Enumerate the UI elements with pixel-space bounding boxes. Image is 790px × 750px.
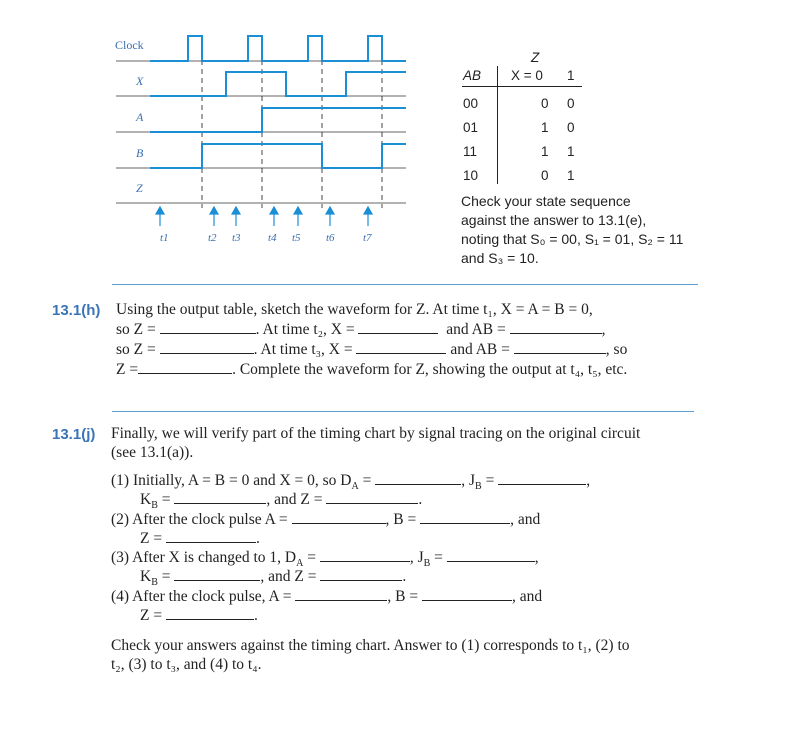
q13-1j-part-3-line-2: $K_B$ = , and Z = . xyxy=(140,568,407,589)
table-row-z1: 0 xyxy=(567,96,575,111)
answer-blank[interactable] xyxy=(447,549,535,562)
table-row-z0: 1 xyxy=(541,120,549,135)
table-row-z1: 0 xyxy=(567,120,575,135)
q13-1j-closing-2: t₂, (3) to t₃, and (4) to t₄. xyxy=(111,656,262,673)
answer-blank[interactable] xyxy=(166,607,254,620)
answer-blank[interactable] xyxy=(292,511,386,524)
q13-1h-line-2: so Z = . At time t₂, X = and AB = , xyxy=(116,321,606,338)
answer-blank[interactable] xyxy=(420,511,510,524)
table-row-ab: 10 xyxy=(463,168,479,183)
time-label-t6: t6 xyxy=(326,232,335,244)
table-col-header: AB xyxy=(463,68,482,83)
q13-1j-part-1-line-2: $K_B$ = , and Z = . xyxy=(140,491,423,512)
note-line: Check your state sequence xyxy=(461,193,631,209)
time-label-t5: t5 xyxy=(292,232,301,244)
time-label-t1: t1 xyxy=(160,232,169,244)
signal-label-x: X xyxy=(136,74,144,88)
note-line: and S₃ = 10. xyxy=(461,250,539,266)
time-arrows xyxy=(156,207,372,226)
a-waveform xyxy=(150,108,406,132)
q13-1h-line-3: so Z = . At time t₃, X = and AB = , so xyxy=(116,341,628,358)
q13-1j-part-3-line-1: (3) After X is changed to 1, $D_A$ = , $J_B$ = , xyxy=(111,549,539,570)
q13-1j-intro-2: (see 13.1(a)). xyxy=(111,444,194,461)
q13-1j-part-4-line-1: (4) After the clock pulse, A = , B = , and xyxy=(111,588,543,605)
answer-blank[interactable] xyxy=(166,530,256,543)
q13-1j-part-4-line-2: Z = . xyxy=(140,607,258,624)
table-row-ab: 11 xyxy=(463,144,478,159)
q13-1h-line-4: Z = . Complete the waveform for Z, showing the output at t₄, t₅, etc. xyxy=(116,361,628,378)
table-row-z1: 1 xyxy=(567,168,575,183)
timing-chart xyxy=(108,30,410,250)
answer-blank[interactable] xyxy=(320,568,402,581)
answer-blank[interactable] xyxy=(514,341,606,354)
time-label-t4: t4 xyxy=(268,232,277,244)
table-row-z0: 0 xyxy=(541,168,549,183)
section-divider xyxy=(112,284,698,285)
table-row-z0: 1 xyxy=(541,144,549,159)
question-number-13-1j: 13.1(j) xyxy=(52,426,96,443)
answer-blank[interactable] xyxy=(422,588,512,601)
table-x0-header: X = 0 xyxy=(511,68,543,83)
table-row-ab: 01 xyxy=(463,120,479,135)
signal-label-a: A xyxy=(136,110,144,124)
answer-blank[interactable] xyxy=(498,472,586,485)
table-x1-header: 1 xyxy=(567,68,575,83)
answer-blank[interactable] xyxy=(326,491,418,504)
answer-blank[interactable] xyxy=(160,321,256,334)
q13-1j-part-2-line-1: (2) After the clock pulse A = , B = , and xyxy=(111,511,541,528)
table-row-z1: 1 xyxy=(567,144,575,159)
table-horizontal-rule xyxy=(462,86,582,87)
b-waveform xyxy=(150,144,406,168)
signal-label-b: B xyxy=(136,146,144,160)
table-row-z0: 0 xyxy=(541,96,549,111)
answer-blank[interactable] xyxy=(356,341,446,354)
answer-blank[interactable] xyxy=(320,549,410,562)
answer-blank[interactable] xyxy=(138,361,232,374)
q13-1j-part-1-line-1: (1) Initially, A = B = 0 and X = 0, so $D_A$ = , $J_B$ = , xyxy=(111,472,591,493)
note-line: against the answer to 13.1(e), xyxy=(461,212,647,228)
signal-label-z: Z xyxy=(136,181,143,195)
state-sequence-note xyxy=(461,192,683,268)
signal-label-clock: Clock xyxy=(115,38,144,52)
clock-edge-markers xyxy=(202,60,382,208)
answer-blank[interactable] xyxy=(174,568,260,581)
q13-1j-closing-1: Check your answers against the timing chart. Answer to (1) corresponds to t₁, (2) to xyxy=(111,637,630,654)
time-label-t2: t2 xyxy=(208,232,217,244)
note-line: noting that S₀ = 00, S₁ = 01, S₂ = 11 xyxy=(461,231,684,247)
q13-1j-part-2-line-2: Z = . xyxy=(140,530,260,547)
x-waveform xyxy=(150,72,406,96)
answer-blank[interactable] xyxy=(295,588,387,601)
q13-1j-intro-1: Finally, we will verify part of the timing chart by signal tracing on the original circuit xyxy=(111,425,641,442)
waveforms xyxy=(150,36,406,168)
time-label-t3: t3 xyxy=(232,232,241,244)
answer-blank[interactable] xyxy=(174,491,266,504)
answer-blank[interactable] xyxy=(358,321,438,334)
q13-1h-line-1: Using the output table, sketch the waveform for Z. At time t₁, X = A = B = 0, xyxy=(116,301,593,318)
table-row-ab: 00 xyxy=(463,96,479,111)
answer-blank[interactable] xyxy=(160,341,254,354)
table-title: Z xyxy=(531,50,540,65)
answer-blank[interactable] xyxy=(510,321,602,334)
table-vertical-rule xyxy=(497,66,498,184)
answer-blank[interactable] xyxy=(375,472,461,485)
section-divider xyxy=(112,411,694,412)
time-label-t7: t7 xyxy=(363,232,372,244)
question-number-13-1h: 13.1(h) xyxy=(52,302,101,319)
clock-waveform xyxy=(150,36,406,61)
